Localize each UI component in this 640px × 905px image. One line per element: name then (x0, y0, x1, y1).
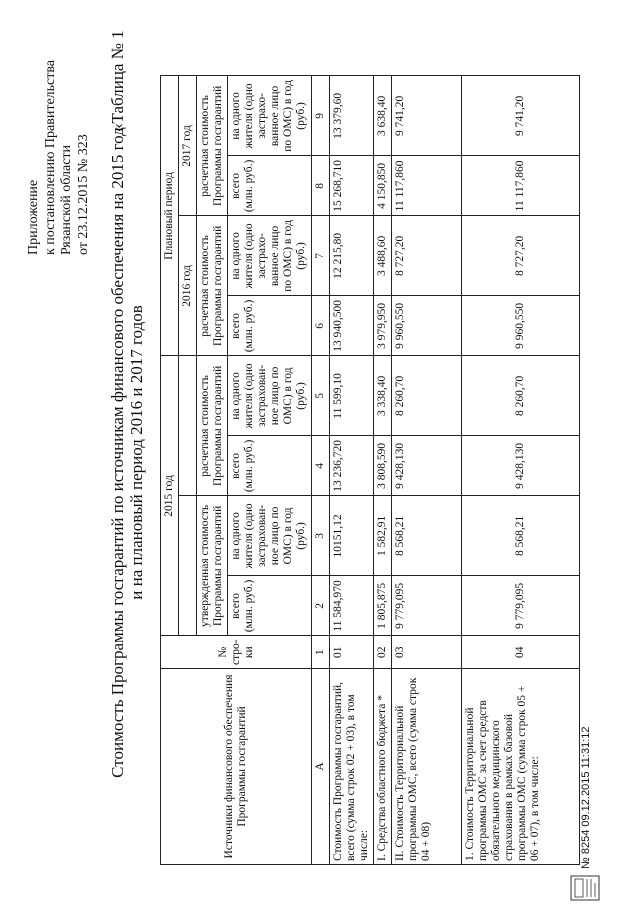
numbering-cell: 4 (312, 436, 330, 496)
value-cell: 9 428,130 (392, 436, 462, 496)
year-2015-spacer (179, 496, 197, 636)
total-mln-header: всего (млн. руб.) (228, 436, 312, 496)
registration-note: № 8254 09.12.2015 11:31:12 (580, 726, 592, 869)
title-line: и на плановый период 2016 и 2017 годов (127, 305, 146, 600)
row-label: 1. Стоимость Территориальной программы ОМС за счет средств обязательного медицинского страхования в рамках базовой программы ОМС (сумма строк 05 + 06 + 07), в том числе: (462, 669, 580, 865)
value-cell: 3 488,60 (374, 216, 392, 296)
value-cell: 10151,12 (330, 496, 374, 576)
per-capita-header: на одного жителя (одно застрахо-ванное лицо по ОМС) в год (руб.) (228, 216, 312, 296)
value-cell: 1 805,875 (374, 576, 392, 636)
value-cell: 9 960,550 (462, 296, 580, 356)
table-row (392, 76, 462, 865)
total-mln-header: всего (млн. руб.) (228, 576, 312, 636)
col-source-header: Источники финансового обеспечения Программы госгарантий (161, 669, 312, 865)
value-cell: 4 150,850 (374, 156, 392, 216)
row-label: I. Средства областного бюджета * (374, 669, 392, 865)
value-cell: 9 741,20 (392, 76, 462, 156)
value-cell: 9 779,095 (392, 576, 462, 636)
value-cell: 9 428,130 (462, 436, 580, 496)
numbering-cell: 1 (312, 636, 330, 669)
table-number: «Таблица № 1 (108, 30, 127, 132)
value-cell: 11 117,860 (392, 156, 462, 216)
value-cell: 15 268,710 (330, 156, 374, 216)
value-cell: 3 808,590 (374, 436, 392, 496)
numbering-cell: 5 (312, 356, 330, 436)
numbering-cell: 7 (312, 216, 330, 296)
stamp-icon (570, 875, 600, 901)
year-2016-header: 2016 год (179, 216, 197, 356)
value-cell: 8 727,20 (462, 216, 580, 296)
row-label: II. Стоимость Территориальной программы ОМС, всего (сумма строк 04 + 08) (392, 669, 462, 865)
table-row (330, 76, 374, 865)
value-cell: 11 584,970 (330, 576, 374, 636)
value-cell: 8 260,70 (392, 356, 462, 436)
row-number: 02 (374, 636, 392, 669)
per-capita-header: на одного жителя (одно застрахован-ное лицо по ОМС) в год (руб.) (228, 356, 312, 436)
value-cell: 9 960,550 (392, 296, 462, 356)
table-row (374, 76, 392, 865)
value-cell: 9 741,20 (462, 76, 580, 156)
table-row (462, 76, 580, 865)
numbering-cell: 2 (312, 576, 330, 636)
value-cell: 13 940,500 (330, 296, 374, 356)
row-label: Стоимость Программы госгарантий, всего (сумма строк 02 + 03), в том числе: (330, 669, 374, 865)
value-cell: 3 338,40 (374, 356, 392, 436)
document-title (108, 0, 146, 905)
title-line: Стоимость Программы госгарантий по источникам финансового обеспечения на 2015 год (108, 127, 127, 778)
value-cell: 8 727,20 (392, 216, 462, 296)
numbering-row (312, 76, 330, 865)
numbering-cell: А (312, 669, 330, 865)
value-cell: 11 599,10 (330, 356, 374, 436)
header-line: от 23.12.2015 № 323 (75, 134, 91, 255)
row-number: 01 (330, 636, 374, 669)
approved-cost-header: утвержденная стоимость Программы госгарантий (197, 496, 228, 636)
numbering-cell: 8 (312, 156, 330, 216)
numbering-cell: 6 (312, 296, 330, 356)
header-line: Рязанской области (59, 144, 74, 255)
row-number: 03 (392, 636, 462, 669)
value-cell: 3 979,950 (374, 296, 392, 356)
value-cell: 13 379,60 (330, 76, 374, 156)
header-line: к постановлению Правительства (42, 59, 58, 255)
value-cell: 8 260,70 (462, 356, 580, 436)
value-cell: 11 117,860 (462, 156, 580, 216)
planned-period-header: Плановый период (161, 76, 179, 356)
total-mln-header: всего (млн. руб.) (228, 296, 312, 356)
year-2015-header: 2015 год (161, 356, 179, 636)
value-cell: 12 215,80 (330, 216, 374, 296)
cost-table (160, 75, 580, 865)
year-2015-spacer (179, 356, 197, 496)
per-capita-header: на одного жителя (одно застрахован-ное лицо по ОМС) в год (руб.) (228, 496, 312, 576)
total-mln-header: всего (млн. руб.) (228, 156, 312, 216)
calculated-cost-header: расчетная стоимость Программы госгарантий (197, 76, 228, 216)
value-cell: 1 582,91 (374, 496, 392, 576)
value-cell: 13 236,720 (330, 436, 374, 496)
numbering-cell: 3 (312, 496, 330, 576)
numbering-cell: 9 (312, 76, 330, 156)
header-line: Приложение (26, 179, 41, 255)
value-cell: 8 568,21 (392, 496, 462, 576)
value-cell: 8 568,21 (462, 496, 580, 576)
calculated-cost-header: расчетная стоимость Программы госгарантий (197, 356, 228, 496)
value-cell: 3 638,40 (374, 76, 392, 156)
per-capita-header: на одного жителя (одно застрахо-ванное лицо по ОМС) в год (руб.) (228, 76, 312, 156)
value-cell: 9 779,095 (462, 576, 580, 636)
col-rowno-header: № стро-ки (161, 636, 312, 669)
appendix-header (26, 0, 92, 255)
year-2017-header: 2017 год (179, 76, 197, 216)
row-number: 04 (462, 636, 580, 669)
calculated-cost-header: расчетная стоимость Программы госгарантий (197, 216, 228, 356)
